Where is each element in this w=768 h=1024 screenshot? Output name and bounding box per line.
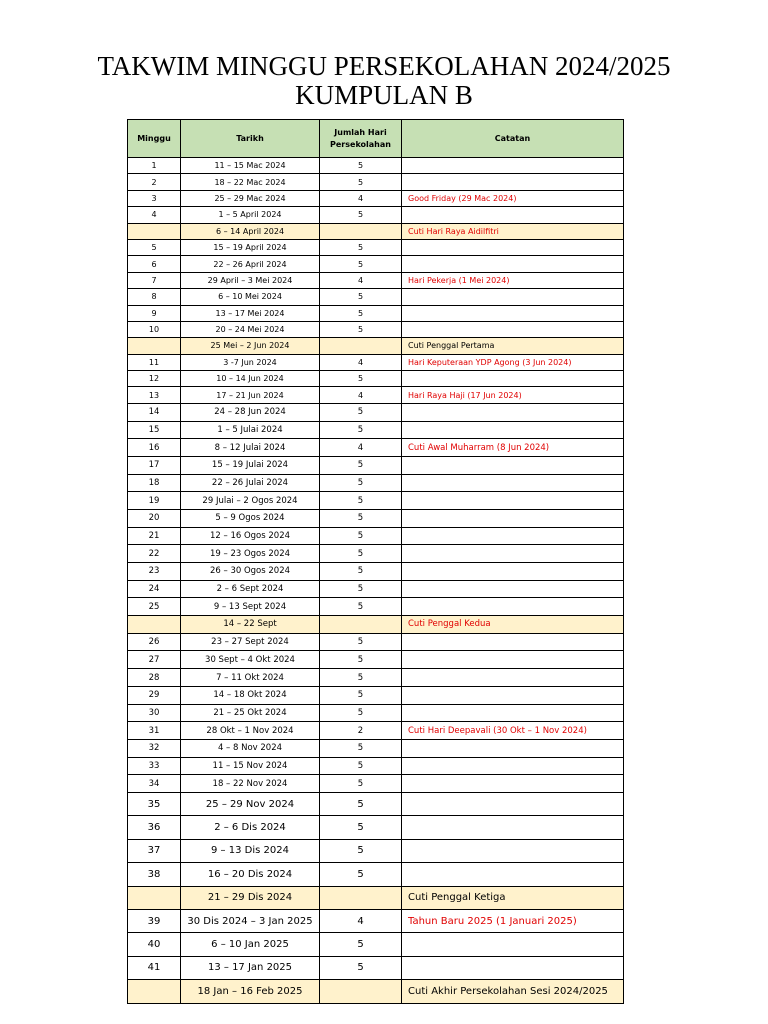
cell-tarikh: 24 – 28 Jun 2024 — [181, 403, 320, 421]
cell-tarikh: 6 – 10 Jan 2025 — [181, 933, 320, 956]
table-row — [128, 909, 624, 932]
table-row — [128, 839, 624, 862]
cell-hari: 5 — [320, 371, 402, 387]
table-row — [128, 545, 624, 563]
cell-tarikh: 19 – 23 Ogos 2024 — [181, 545, 320, 563]
cell-hari: 5 — [320, 816, 402, 839]
cell-catatan: Cuti Penggal Pertama — [402, 338, 624, 354]
cell-hari: 4 — [320, 439, 402, 457]
cell-minggu: 21 — [128, 527, 181, 545]
cell-hari: 5 — [320, 239, 402, 255]
cell-tarikh: 18 – 22 Mac 2024 — [181, 174, 320, 190]
cell-minggu: 37 — [128, 839, 181, 862]
cell-minggu: 7 — [128, 272, 181, 288]
cell-tarikh: 18 Jan – 16 Feb 2025 — [181, 980, 320, 1003]
cell-catatan — [402, 492, 624, 510]
cell-catatan — [402, 305, 624, 321]
cell-minggu: 20 — [128, 509, 181, 527]
cell-tarikh: 4 – 8 Nov 2024 — [181, 739, 320, 757]
cell-minggu: 15 — [128, 421, 181, 439]
cell-hari: 5 — [320, 456, 402, 474]
cell-tarikh: 30 Dis 2024 – 3 Jan 2025 — [181, 909, 320, 932]
cell-tarikh: 9 – 13 Sept 2024 — [181, 598, 320, 616]
cell-catatan: Hari Pekerja (1 Mei 2024) — [402, 272, 624, 288]
cell-catatan: Hari Raya Haji (17 Jun 2024) — [402, 387, 624, 403]
cell-tarikh: 25 – 29 Nov 2024 — [181, 792, 320, 815]
title-line-2: KUMPULAN B — [295, 80, 473, 110]
table-row — [128, 757, 624, 775]
cell-minggu: 5 — [128, 239, 181, 255]
cell-catatan — [402, 933, 624, 956]
header-jumlah: Jumlah Hari Persekolahan — [320, 120, 402, 158]
table-row — [128, 207, 624, 223]
cell-minggu: 25 — [128, 598, 181, 616]
cell-minggu — [128, 886, 181, 909]
cell-minggu: 29 — [128, 686, 181, 704]
table-row — [128, 669, 624, 687]
cell-catatan: Hari Keputeraan YDP Agong (3 Jun 2024) — [402, 354, 624, 370]
cell-hari: 5 — [320, 704, 402, 722]
cell-tarikh: 13 – 17 Mei 2024 — [181, 305, 320, 321]
cell-hari: 5 — [320, 474, 402, 492]
cell-minggu: 3 — [128, 190, 181, 206]
cell-catatan: Cuti Hari Deepavali (30 Okt – 1 Nov 2024) — [402, 722, 624, 740]
table-row — [128, 256, 624, 272]
cell-minggu: 40 — [128, 933, 181, 956]
cell-catatan — [402, 704, 624, 722]
cell-minggu: 18 — [128, 474, 181, 492]
cell-hari: 5 — [320, 403, 402, 421]
cell-catatan — [402, 739, 624, 757]
header-minggu: Minggu — [128, 120, 181, 158]
cell-tarikh: 1 – 5 April 2024 — [181, 207, 320, 223]
cell-minggu: 17 — [128, 456, 181, 474]
title-line-1: TAKWIM MINGGU PERSEKOLAHAN 2024/2025 — [97, 51, 671, 81]
cell-hari: 5 — [320, 956, 402, 979]
cell-hari: 5 — [320, 686, 402, 704]
cell-hari: 5 — [320, 933, 402, 956]
cell-catatan — [402, 174, 624, 190]
cell-catatan — [402, 527, 624, 545]
cell-minggu: 31 — [128, 722, 181, 740]
cell-tarikh: 11 – 15 Mac 2024 — [181, 158, 320, 174]
cell-catatan — [402, 545, 624, 563]
table-row — [128, 863, 624, 886]
table-row — [128, 956, 624, 979]
table-row — [128, 527, 624, 545]
table-row — [128, 289, 624, 305]
cell-catatan — [402, 474, 624, 492]
cell-tarikh: 6 – 14 April 2024 — [181, 223, 320, 239]
cell-minggu: 33 — [128, 757, 181, 775]
cell-hari: 5 — [320, 305, 402, 321]
table-row — [128, 439, 624, 457]
table-header-row — [128, 120, 624, 158]
table-body — [128, 158, 624, 1004]
cell-catatan: Good Friday (29 Mac 2024) — [402, 190, 624, 206]
table-row — [128, 686, 624, 704]
cell-minggu: 9 — [128, 305, 181, 321]
cell-minggu: 19 — [128, 492, 181, 510]
cell-tarikh: 22 – 26 Julai 2024 — [181, 474, 320, 492]
table-row — [128, 563, 624, 581]
cell-hari: 5 — [320, 563, 402, 581]
cell-tarikh: 5 – 9 Ogos 2024 — [181, 509, 320, 527]
cell-tarikh: 15 – 19 April 2024 — [181, 239, 320, 255]
table-row — [128, 633, 624, 651]
cell-catatan: Cuti Awal Muharram (8 Jun 2024) — [402, 439, 624, 457]
cell-minggu — [128, 980, 181, 1003]
table-row — [128, 371, 624, 387]
cell-hari: 5 — [320, 651, 402, 669]
table-row — [128, 792, 624, 815]
cell-hari — [320, 980, 402, 1003]
cell-tarikh: 9 – 13 Dis 2024 — [181, 839, 320, 862]
cell-hari — [320, 616, 402, 634]
cell-minggu: 8 — [128, 289, 181, 305]
table-row — [128, 321, 624, 337]
table-row — [128, 354, 624, 370]
cell-minggu: 22 — [128, 545, 181, 563]
cell-hari: 5 — [320, 509, 402, 527]
cell-minggu: 16 — [128, 439, 181, 457]
holiday-row — [128, 616, 624, 634]
cell-tarikh: 2 – 6 Sept 2024 — [181, 580, 320, 598]
cell-hari: 5 — [320, 527, 402, 545]
cell-minggu: 35 — [128, 792, 181, 815]
cell-minggu: 2 — [128, 174, 181, 190]
cell-minggu: 12 — [128, 371, 181, 387]
cell-minggu: 24 — [128, 580, 181, 598]
cell-minggu: 1 — [128, 158, 181, 174]
cell-catatan — [402, 686, 624, 704]
cell-hari: 2 — [320, 722, 402, 740]
cell-minggu: 38 — [128, 863, 181, 886]
cell-minggu: 34 — [128, 775, 181, 793]
cell-tarikh: 6 – 10 Mei 2024 — [181, 289, 320, 305]
cell-tarikh: 14 – 22 Sept — [181, 616, 320, 634]
cell-tarikh: 29 Julai – 2 Ogos 2024 — [181, 492, 320, 510]
cell-minggu: 36 — [128, 816, 181, 839]
cell-catatan — [402, 775, 624, 793]
cell-catatan — [402, 509, 624, 527]
cell-catatan — [402, 863, 624, 886]
cell-tarikh: 17 – 21 Jun 2024 — [181, 387, 320, 403]
calendar-table — [127, 119, 624, 1004]
header-catatan: Catatan — [402, 120, 624, 158]
cell-tarikh: 20 – 24 Mei 2024 — [181, 321, 320, 337]
holiday-row — [128, 980, 624, 1003]
cell-minggu: 27 — [128, 651, 181, 669]
cell-hari: 5 — [320, 839, 402, 862]
cell-hari: 5 — [320, 580, 402, 598]
cell-minggu: 13 — [128, 387, 181, 403]
cell-hari: 5 — [320, 863, 402, 886]
cell-hari: 5 — [320, 792, 402, 815]
cell-minggu: 32 — [128, 739, 181, 757]
table-row — [128, 190, 624, 206]
cell-hari — [320, 338, 402, 354]
table-row — [128, 305, 624, 321]
cell-hari: 5 — [320, 289, 402, 305]
cell-hari: 5 — [320, 256, 402, 272]
cell-tarikh: 10 – 14 Jun 2024 — [181, 371, 320, 387]
cell-hari: 5 — [320, 174, 402, 190]
cell-catatan: Cuti Akhir Persekolahan Sesi 2024/2025 — [402, 980, 624, 1003]
cell-minggu: 14 — [128, 403, 181, 421]
cell-hari: 4 — [320, 190, 402, 206]
cell-catatan — [402, 403, 624, 421]
cell-hari: 4 — [320, 387, 402, 403]
cell-hari: 4 — [320, 909, 402, 932]
table-row — [128, 704, 624, 722]
cell-minggu — [128, 338, 181, 354]
table-row — [128, 474, 624, 492]
cell-minggu: 10 — [128, 321, 181, 337]
cell-catatan: Cuti Penggal Kedua — [402, 616, 624, 634]
cell-catatan — [402, 633, 624, 651]
cell-minggu — [128, 616, 181, 634]
cell-catatan — [402, 321, 624, 337]
cell-tarikh: 13 – 17 Jan 2025 — [181, 956, 320, 979]
cell-tarikh: 21 – 25 Okt 2024 — [181, 704, 320, 722]
cell-minggu: 11 — [128, 354, 181, 370]
table-row — [128, 239, 624, 255]
cell-tarikh: 7 – 11 Okt 2024 — [181, 669, 320, 687]
cell-catatan — [402, 757, 624, 775]
cell-tarikh: 23 – 27 Sept 2024 — [181, 633, 320, 651]
cell-catatan — [402, 256, 624, 272]
cell-catatan — [402, 289, 624, 305]
table-row — [128, 651, 624, 669]
cell-tarikh: 26 – 30 Ogos 2024 — [181, 563, 320, 581]
cell-catatan — [402, 816, 624, 839]
cell-catatan — [402, 792, 624, 815]
cell-tarikh: 25 – 29 Mac 2024 — [181, 190, 320, 206]
cell-hari: 5 — [320, 207, 402, 223]
cell-catatan — [402, 580, 624, 598]
cell-hari: 5 — [320, 669, 402, 687]
cell-tarikh: 29 April – 3 Mei 2024 — [181, 272, 320, 288]
cell-minggu: 26 — [128, 633, 181, 651]
cell-minggu — [128, 223, 181, 239]
cell-minggu: 6 — [128, 256, 181, 272]
cell-tarikh: 22 – 26 April 2024 — [181, 256, 320, 272]
table-row — [128, 580, 624, 598]
cell-catatan — [402, 839, 624, 862]
cell-tarikh: 8 – 12 Julai 2024 — [181, 439, 320, 457]
cell-catatan — [402, 563, 624, 581]
cell-hari: 5 — [320, 633, 402, 651]
cell-hari: 5 — [320, 739, 402, 757]
cell-hari — [320, 223, 402, 239]
table-row — [128, 421, 624, 439]
cell-hari: 5 — [320, 421, 402, 439]
cell-catatan — [402, 956, 624, 979]
cell-hari: 5 — [320, 775, 402, 793]
cell-catatan: Cuti Penggal Ketiga — [402, 886, 624, 909]
cell-minggu: 41 — [128, 956, 181, 979]
cell-catatan — [402, 456, 624, 474]
cell-catatan — [402, 207, 624, 223]
table-row — [128, 816, 624, 839]
table-row — [128, 158, 624, 174]
cell-tarikh: 15 – 19 Julai 2024 — [181, 456, 320, 474]
cell-hari: 5 — [320, 492, 402, 510]
cell-hari — [320, 886, 402, 909]
table-row — [128, 272, 624, 288]
cell-minggu: 39 — [128, 909, 181, 932]
cell-hari: 5 — [320, 158, 402, 174]
table-row — [128, 722, 624, 740]
cell-tarikh: 14 – 18 Okt 2024 — [181, 686, 320, 704]
cell-tarikh: 16 – 20 Dis 2024 — [181, 863, 320, 886]
cell-tarikh: 18 – 22 Nov 2024 — [181, 775, 320, 793]
holiday-row — [128, 886, 624, 909]
table-row — [128, 456, 624, 474]
cell-hari: 4 — [320, 354, 402, 370]
header-tarikh: Tarikh — [181, 120, 320, 158]
page-title — [0, 52, 768, 110]
cell-tarikh: 11 – 15 Nov 2024 — [181, 757, 320, 775]
cell-hari: 5 — [320, 321, 402, 337]
cell-minggu: 23 — [128, 563, 181, 581]
cell-tarikh: 30 Sept – 4 Okt 2024 — [181, 651, 320, 669]
cell-hari: 5 — [320, 598, 402, 616]
cell-catatan — [402, 371, 624, 387]
table-row — [128, 387, 624, 403]
cell-hari: 4 — [320, 272, 402, 288]
cell-catatan: Cuti Hari Raya Aidilfitri — [402, 223, 624, 239]
cell-catatan — [402, 651, 624, 669]
holiday-row — [128, 223, 624, 239]
cell-catatan — [402, 239, 624, 255]
table-row — [128, 492, 624, 510]
cell-catatan — [402, 598, 624, 616]
table-row — [128, 739, 624, 757]
table-row — [128, 933, 624, 956]
cell-minggu: 30 — [128, 704, 181, 722]
cell-tarikh: 12 – 16 Ogos 2024 — [181, 527, 320, 545]
cell-tarikh: 3 -7 Jun 2024 — [181, 354, 320, 370]
cell-catatan — [402, 421, 624, 439]
cell-catatan: Tahun Baru 2025 (1 Januari 2025) — [402, 909, 624, 932]
table-row — [128, 509, 624, 527]
table-row — [128, 775, 624, 793]
cell-catatan — [402, 158, 624, 174]
cell-tarikh: 25 Mei – 2 Jun 2024 — [181, 338, 320, 354]
table-row — [128, 174, 624, 190]
cell-tarikh: 28 Okt – 1 Nov 2024 — [181, 722, 320, 740]
cell-catatan — [402, 669, 624, 687]
table-row — [128, 403, 624, 421]
cell-tarikh: 1 – 5 Julai 2024 — [181, 421, 320, 439]
cell-tarikh: 2 – 6 Dis 2024 — [181, 816, 320, 839]
cell-tarikh: 21 – 29 Dis 2024 — [181, 886, 320, 909]
cell-minggu: 4 — [128, 207, 181, 223]
holiday-row — [128, 338, 624, 354]
cell-minggu: 28 — [128, 669, 181, 687]
table-row — [128, 598, 624, 616]
cell-hari: 5 — [320, 757, 402, 775]
cell-hari: 5 — [320, 545, 402, 563]
